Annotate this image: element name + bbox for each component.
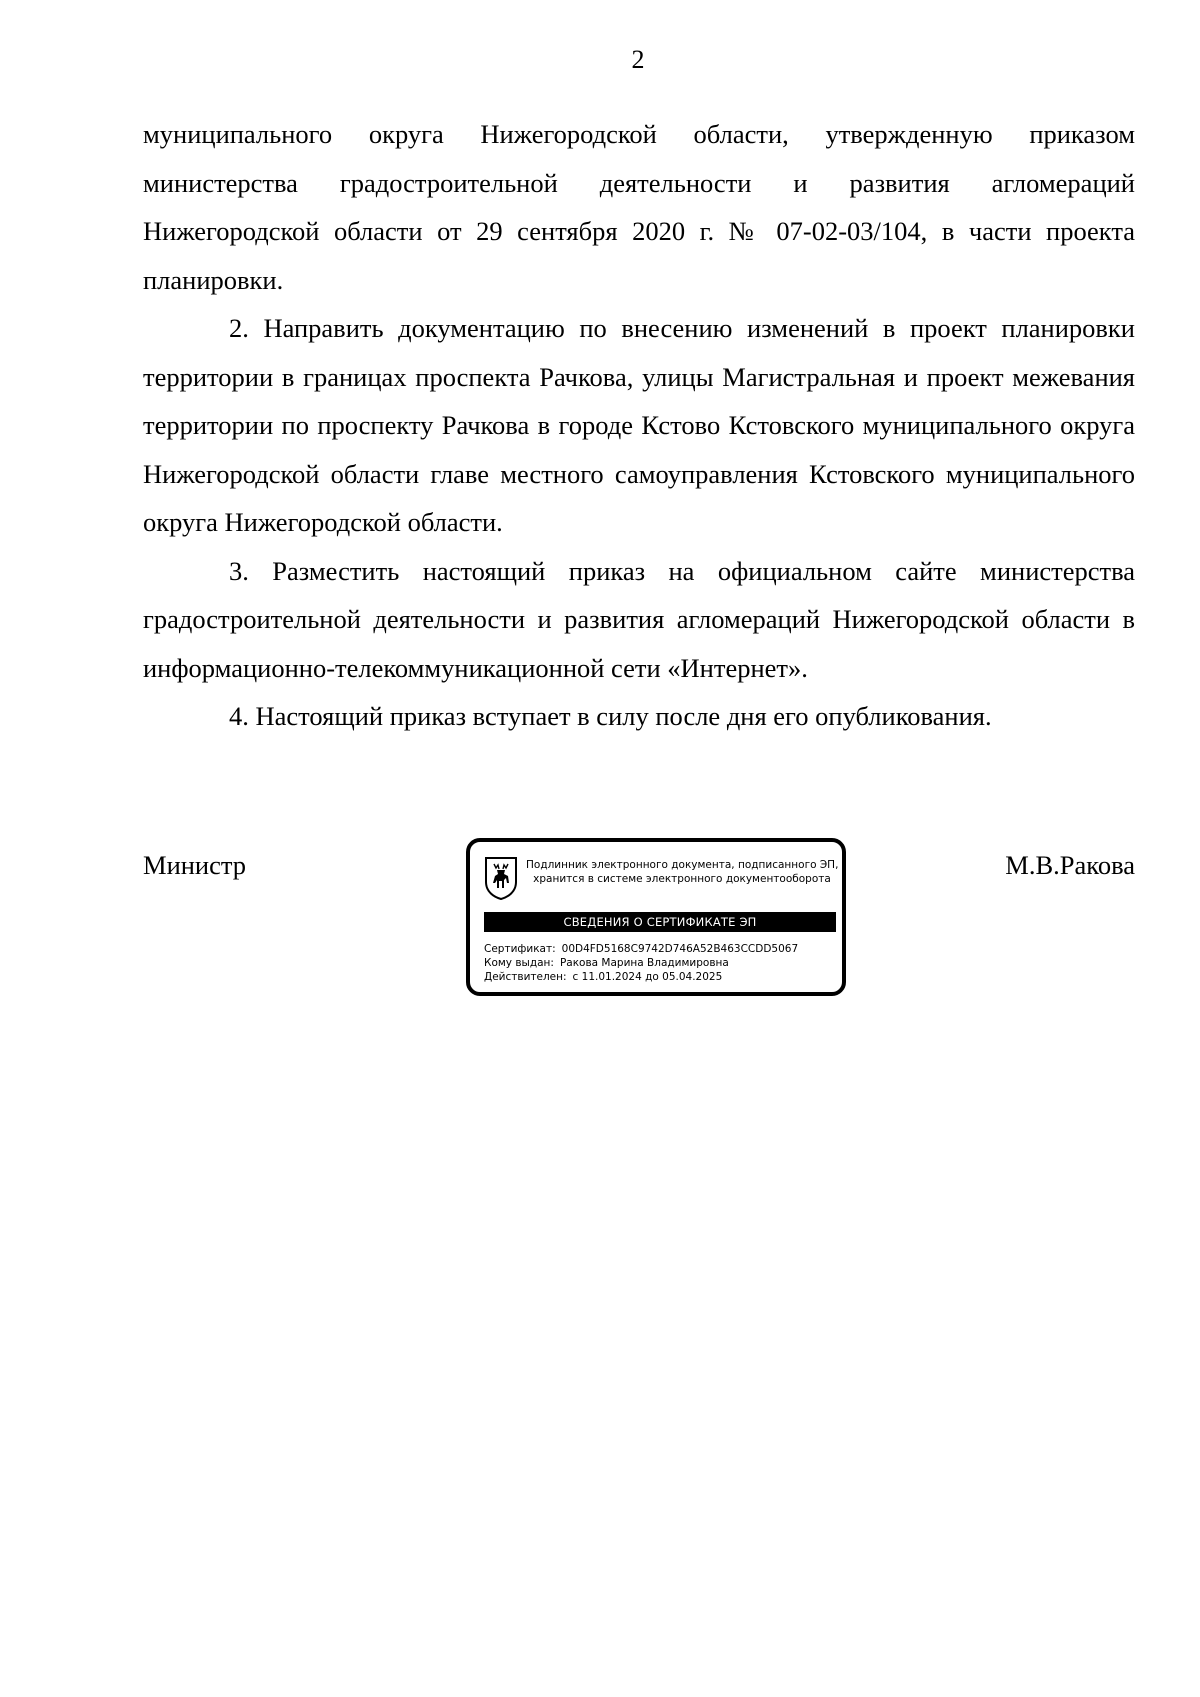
validity-value: с 11.01.2024 до 05.04.2025 <box>572 971 723 983</box>
paragraph-item-3: 3. Разместить настоящий приказ на официальном сайте министерства градостроительной деятельности и развития агломераций Нижегородской области в информационно-телекоммуникационной сети «Интернет». <box>143 555 1135 683</box>
stamp-notice-line-1: Подлинник электронного документа, подписанного ЭП, <box>526 859 839 871</box>
page-number: 2 <box>631 45 645 74</box>
deer-coat-of-arms-icon <box>484 856 518 900</box>
issued-to-label: Кому выдан: <box>484 957 554 969</box>
paragraph-item-4: 4. Настоящий приказ вступает в силу после дня его опубликования. <box>229 701 992 731</box>
paragraph-item-2: 2. Направить документацию по внесению изменений в проект планировки территории в границах проспекта Рачкова, улицы Магистральная и проект межевания территории по проспекту Рачкова в городе Кстово Кстовского муниципального округа Нижегородской области главе местного самоуправления Кстовского муниципального округа Нижегородской области. <box>143 313 1135 537</box>
signatory-name: М.В.Ракова <box>1005 850 1135 880</box>
stamp-notice-line-2: хранится в системе электронного документооборота <box>533 873 831 885</box>
certificate-value: 00D4FD5168C9742D746A52B463CCDD5067 <box>561 943 799 955</box>
validity-label: Действителен: <box>484 971 567 983</box>
issued-to-value: Ракова Марина Владимировна <box>559 957 729 969</box>
validity-row <box>484 970 836 984</box>
stamp-certificate-details <box>484 942 836 984</box>
document-body <box>143 110 1135 741</box>
paragraph-continuation: муниципального округа Нижегородской области, утвержденную приказом министерства градостроительной деятельности и развития агломераций Нижегородской области от 29 сентября 2020 г. № 07-02-03/104, в части проекта планировки. <box>143 119 1135 295</box>
signatory-title: Министр <box>143 850 247 880</box>
stamp-notice <box>526 858 838 886</box>
stamp-header-bar: СВЕДЕНИЯ О СЕРТИФИКАТЕ ЭП <box>484 912 836 932</box>
certificate-row <box>484 942 836 956</box>
certificate-label: Сертификат: <box>484 943 556 955</box>
issued-to-row <box>484 956 836 970</box>
electronic-signature-stamp <box>466 838 846 996</box>
